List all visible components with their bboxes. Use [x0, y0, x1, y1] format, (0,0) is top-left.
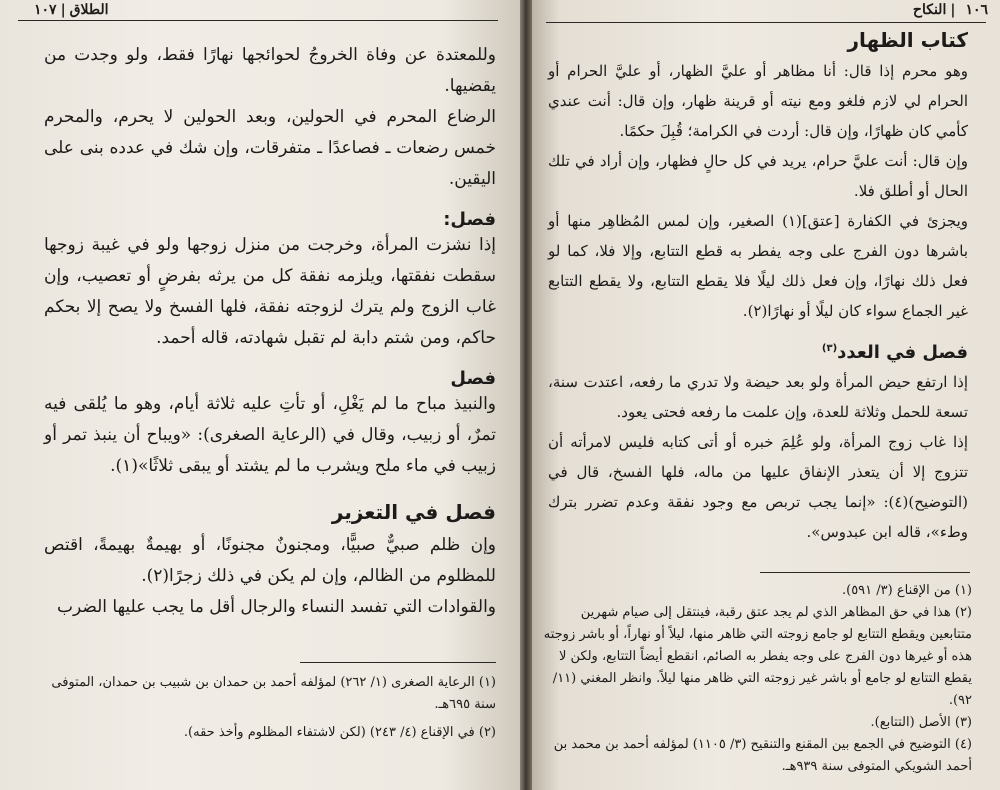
header-rule — [546, 22, 986, 23]
footnote: (١) من الإقناع (٣/ ٥٩١). — [841, 583, 972, 598]
header-rule — [18, 20, 498, 21]
paragraph: ويجزئ في الكفارة [عتق](١) الصغير، وإن لمس المُظاهِر منها أو باشرها دون الفرج على وجه يفطر به قطع التتابع، وإلا فلا، كما لو فعل ذلك نهارًا، وإن فعل ذلك ليلًا فلا يقطع التتابع، ولا يقطع التتابع غير الجماع سواء كان ليلًا أو نهارًا(٢). — [548, 212, 969, 320]
paragraph: وهو محرم إذا قال: أنا مظاهر أو عليَّ الظهار، أو عليَّ الحرام أو الحرام لي لازم فلغو ومع نيته أو قرينة ظهار، وإن قال: أنت عندي كأمي كان ظهارًا، وإن قال: أردت في الكرامة؛ قُبِلَ حكمًا. — [548, 62, 968, 140]
footnote: (٢) هذا في حق المظاهر الذي لم يجد عتق رقبة، فينتقل إلى صيام شهرين متتابعين ويقطع التتابع لو جامع زوجته التي ظاهر منها، ليلاً أو نهاراً، أو باشر زوجته هذه أو غيرها دون الفرج على وجه يفطر به الصائم، انقطع أيضاً التتابع، ولكن لا يقطع التتابع لو جامع أو باشر غير زوجته التي ظاهر منها ليلاً. وانظر المغني (١١/ ٩٢). — [543, 605, 972, 708]
section-heading: فصل في التعزير — [331, 500, 496, 524]
paragraph: والنبيذ مباح ما لم يَغْلِ، أو تأتِ عليه ثلاثة أيام، وهو ما يُلقى فيه تمرٌ، أو زبيب، وقال في (الرعاية الصغرى): «ويباح أن ينبذ تمر أو زبيب في ماء ملح ويشرب ما لم يشتد أو يبقى ثلاثًا»(١). — [44, 394, 496, 476]
left-body — [44, 40, 496, 623]
footnote-marker: (٣) — [821, 343, 838, 354]
running-title: النكاح — [912, 2, 947, 18]
footnote: (٣) الأصل (التتابع). — [870, 715, 972, 730]
right-body — [548, 28, 968, 547]
page-header: ١٠٦|النكاح — [912, 2, 988, 18]
paragraph: وللمعتدة عن وفاة الخروجُ لحوائجها نهارًا فقط، ولو وجدت من يقضيها. — [44, 45, 496, 96]
section-heading: فصل: — [443, 209, 496, 230]
section-heading — [548, 342, 968, 363]
right-footnotes — [542, 580, 972, 778]
paragraph: إذا نشزت المرأة، وخرجت من منزل زوجها ولو في غيبة زوجها سقطت نفقتها، ويلزمه نفقة كل من يرثه بفرضٍ أو تعصيب، وإن غاب الزوج ولم يترك لزوجته نفقة، فلها الفسخ ولا يصح إلا بحكم حاكم، ومن شتم دابة لم تقبل شهادته، قاله أحمد. — [44, 235, 496, 348]
footnote: (١) الرعاية الصغرى (١/ ٢٦٢) لمؤلفه أحمد بن حمدان بن شبيب بن حمدان، المتوفى سنة ٦٩٥هـ. — [51, 675, 496, 712]
page-number: ١٠٧ — [34, 2, 57, 18]
paragraph: وإن ظلم صبيٌّ صبيًّا، ومجنونٌ مجنونًا، أو بهيمةٌ بهيمةً، اقتص للمظلوم من الظالم، وإن لم يكن في ذلك زجرًا(٢). — [44, 535, 496, 586]
paragraph: إذا غاب زوج المرأة، ولو عُلِمَ خبره أو أتى كتابه فليس لامرأته أن تتزوج إلا أن يتعذر الإنفاق عليها من ماله، فلها الفسخ، قال في (التوضيح)(٤): «إنما يجب تربص مع وجود نفقة وعدم تضرر بترك وطء»، قاله ابن عبدوس». — [548, 433, 968, 541]
footnote-rule — [760, 572, 970, 573]
section-heading-text: فصل في العدد — [837, 342, 968, 363]
left-footnotes — [32, 672, 496, 744]
paragraph: الرضاع المحرم في الحولين، وبعد الحولين لا يحرم، والمحرم خمس رضعات ـ فصاعدًا ـ متفرقات، وإن شك في عدده بنى على اليقين. — [44, 107, 496, 189]
running-title: الطلاق — [69, 2, 109, 18]
paragraph: إذا ارتفع حيض المرأة ولو بعد حيضة ولا تدري ما رفعه، اعتدت سنة، تسعة للحمل وثلاثة للعدة، وإن علمت ما رفعه فحتى يعود. — [548, 373, 968, 421]
right-page — [532, 0, 1000, 790]
page-header: الطلاق|١٠٧ — [34, 2, 109, 18]
paragraph: وإن قال: أنت عليَّ حرام، يريد في كل حالٍ فظهار، وإن أراد في تلك الحال أو أطلق فلا. — [548, 152, 968, 200]
footnote-rule — [300, 662, 496, 663]
book-gutter — [520, 0, 532, 790]
footnote: (٤) التوضيح في الجمع بين المقنع والتنقيح (٣/ ١١٠٥) لمؤلفه أحمد بن محمد بن أحمد الشويكي المتوفى سنة ٩٣٩هـ. — [553, 737, 972, 774]
paragraph: والقوادات التي تفسد النساء والرجال أقل ما يجب عليها الضرب — [56, 597, 496, 617]
section-heading: فصل — [450, 368, 496, 389]
page-number: ١٠٦ — [965, 2, 988, 18]
book-title: كتاب الظهار — [847, 28, 968, 52]
footnote: (٢) في الإقناع (٤/ ٢٤٣) (لكن لاشتفاء المظلوم وأخذ حقه). — [183, 725, 496, 740]
